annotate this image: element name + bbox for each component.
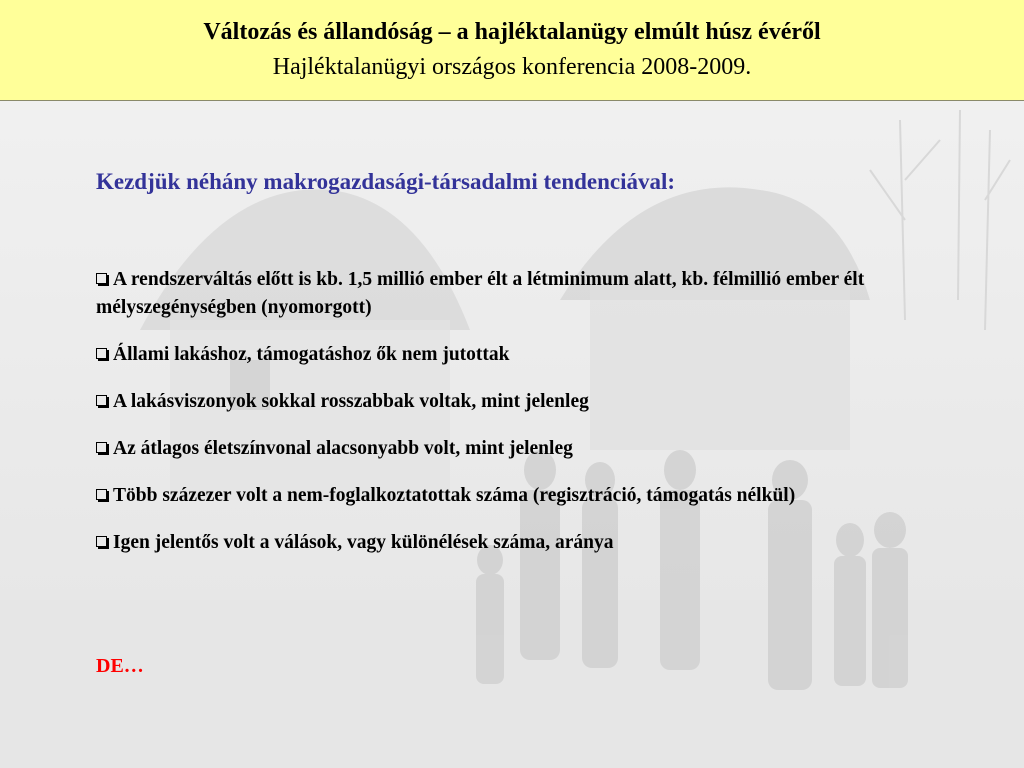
checkbox-bullet-icon [96, 442, 107, 453]
bullet-item [96, 341, 956, 369]
bullet-text: A lakásviszonyok sokkal rosszabbak voltak, mint jelenleg [113, 391, 589, 412]
slide-header [0, 0, 1024, 101]
checkbox-bullet-icon [96, 348, 107, 359]
slide-title: Változás és állandóság – a hajléktalanügy elmúlt húsz évéről [203, 19, 821, 45]
checkbox-bullet-icon [96, 489, 107, 500]
bullet-item [96, 388, 956, 416]
bullet-text: A rendszerváltás előtt is kb. 1,5 millió ember élt a létminimum alatt, kb. félmillió ember élt mélyszegénységben (nyomorgott) [96, 269, 865, 318]
closing-text: DE… [96, 655, 144, 677]
bullet-text: Több százezer volt a nem-foglalkoztatottak száma (regisztráció, támogatás nélkül) [113, 485, 796, 506]
bullet-item [96, 529, 956, 557]
bullet-item [96, 266, 956, 322]
bullet-item [96, 482, 956, 510]
bullet-item [96, 435, 956, 463]
checkbox-bullet-icon [96, 273, 107, 284]
section-heading: Kezdjük néhány makrogazdasági-társadalmi tendenciával: [96, 169, 676, 194]
slide-subtitle: Hajléktalanügyi országos konferencia 2008-2009. [272, 54, 752, 80]
bullet-list [96, 266, 956, 576]
checkbox-bullet-icon [96, 395, 107, 406]
bullet-text: Állami lakáshoz, támogatáshoz ők nem jutottak [113, 344, 510, 365]
bullet-text: Az átlagos életszínvonal alacsonyabb volt, mint jelenleg [113, 438, 573, 459]
bullet-text: Igen jelentős volt a válások, vagy különélések száma, aránya [113, 532, 614, 553]
checkbox-bullet-icon [96, 536, 107, 547]
